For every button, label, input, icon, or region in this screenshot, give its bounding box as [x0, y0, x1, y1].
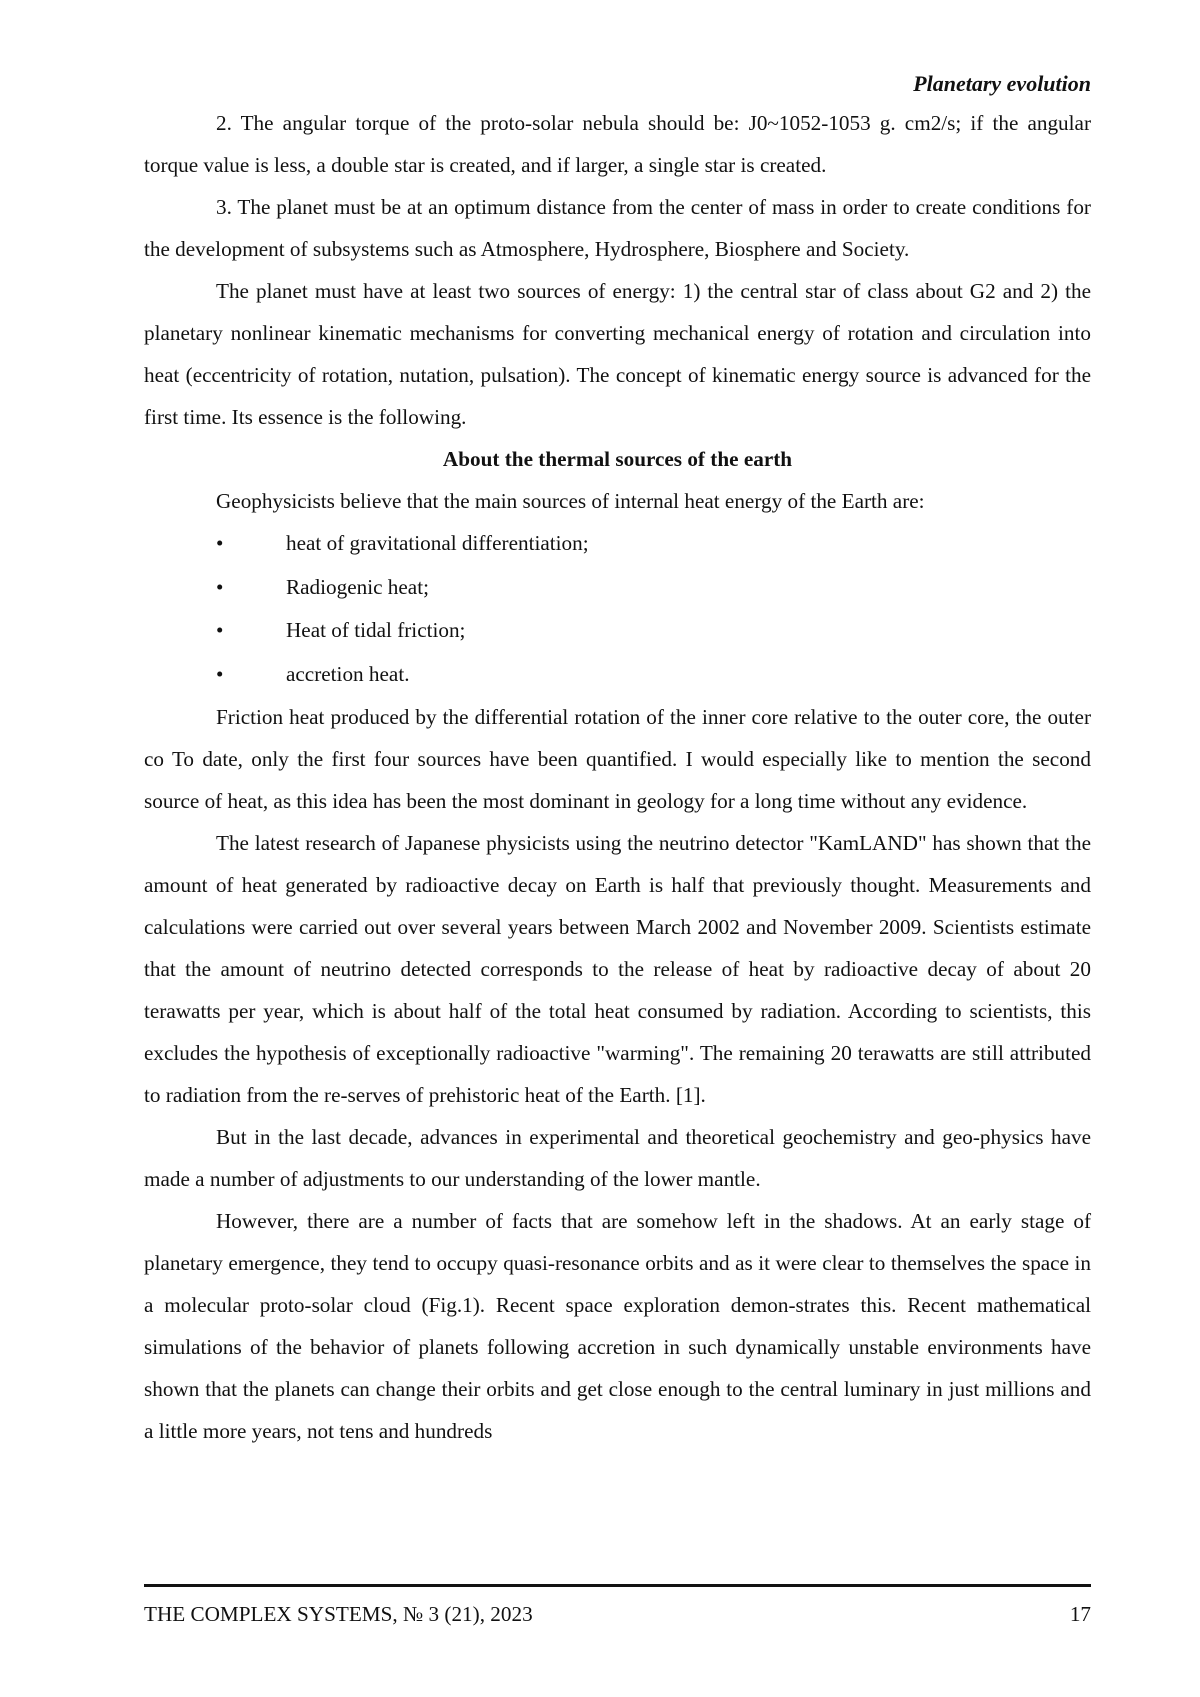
paragraph-4: Geophysicists believe that the main sources of internal heat energy of the Earth are:	[216, 489, 925, 513]
page-number: 17	[1069, 1602, 1091, 1626]
bullet-icon: •	[216, 531, 224, 555]
list-item	[144, 609, 1091, 653]
list-item-text: heat of gravitational differentiation;	[286, 531, 589, 555]
page-footer	[144, 1600, 1091, 1628]
heat-sources-list	[144, 522, 1091, 696]
list-item	[144, 522, 1091, 566]
list-item-text: Radiogenic heat;	[286, 574, 429, 599]
bullet-icon: •	[216, 661, 224, 686]
list-item-text: accretion heat.	[286, 661, 410, 686]
paragraph-2: 3. The planet must be at an optimum distance from the center of mass in order to create conditions for the development of subsystems such as Atmosphere, Hydrosphere, Biosphere and Society.	[144, 195, 1091, 261]
paragraph-6: The latest research of Japanese physicists using the neutrino detector "KamLAND" has shown that the amount of heat generated by radioactive decay on Earth is half that previously thought. Measurements and calculations were carried out over several years between March 2002 and November 2009. Scientists estimate that the amount of neutrino detected corresponds to the release of heat by radioactive decay of about 20 terawatts per year, which is about half of the total heat consumed by radiation. According to scientists, this excludes the hypothesis of exceptionally radioactive "warming". The remaining 20 terawatts are still attributed to radiation from the re-serves of prehistoric heat of the Earth. [1].	[144, 831, 1091, 1107]
running-title: Planetary evolution	[913, 71, 1091, 96]
section-heading: About the thermal sources of the earth	[442, 447, 793, 471]
footer-divider	[144, 1584, 1091, 1587]
list-item	[144, 653, 1091, 697]
list-item-text: Heat of tidal friction;	[286, 618, 466, 642]
paragraph-8: However, there are a number of facts that are somehow left in the shadows. At an early stage of planetary emergence, they tend to occupy quasi-resonance orbits and as it were clear to themselves the space in a molecular proto-solar cloud (Fig.1). Recent space exploration demon-strates this. Recent mathematical simulations of the behavior of planets following accretion in such dynamically unstable environments have shown that the planets can change their orbits and get close enough to the central luminary in just millions and a little more years, not tens and hundreds	[144, 1209, 1091, 1443]
journal-citation: THE COMPLEX SYSTEMS, № 3 (21), 2023	[144, 1602, 533, 1626]
bullet-icon: •	[216, 574, 224, 599]
paragraph-5: Friction heat produced by the differential rotation of the inner core relative to the outer core, the outer co To date, only the first four sources have been quantified. I would especially like to mention the second source of heat, as this idea has been the most dominant in geology for a long time without any evidence.	[144, 705, 1091, 813]
bullet-icon: •	[216, 618, 224, 642]
paragraph-1: 2. The angular torque of the proto-solar nebula should be: J0~1052-1053 g. cm2/s; if the angular torque value is less, a double star is created, and if larger, a single star is created.	[144, 111, 1091, 177]
paragraph-3: The planet must have at least two sources of energy: 1) the central star of class about G2 and 2) the planetary nonlinear kinematic mechanisms for converting mechanical energy of rotation and circulation into heat (eccentricity of rotation, nutation, pulsation). The concept of kinematic energy source is advanced for the first time. Its essence is the following.	[144, 279, 1091, 429]
page-content	[144, 70, 1091, 1452]
paragraph-7: But in the last decade, advances in experimental and theoretical geochemistry and geo-physics have made a number of adjustments to our understanding of the lower mantle.	[144, 1125, 1091, 1191]
list-item	[144, 566, 1091, 610]
